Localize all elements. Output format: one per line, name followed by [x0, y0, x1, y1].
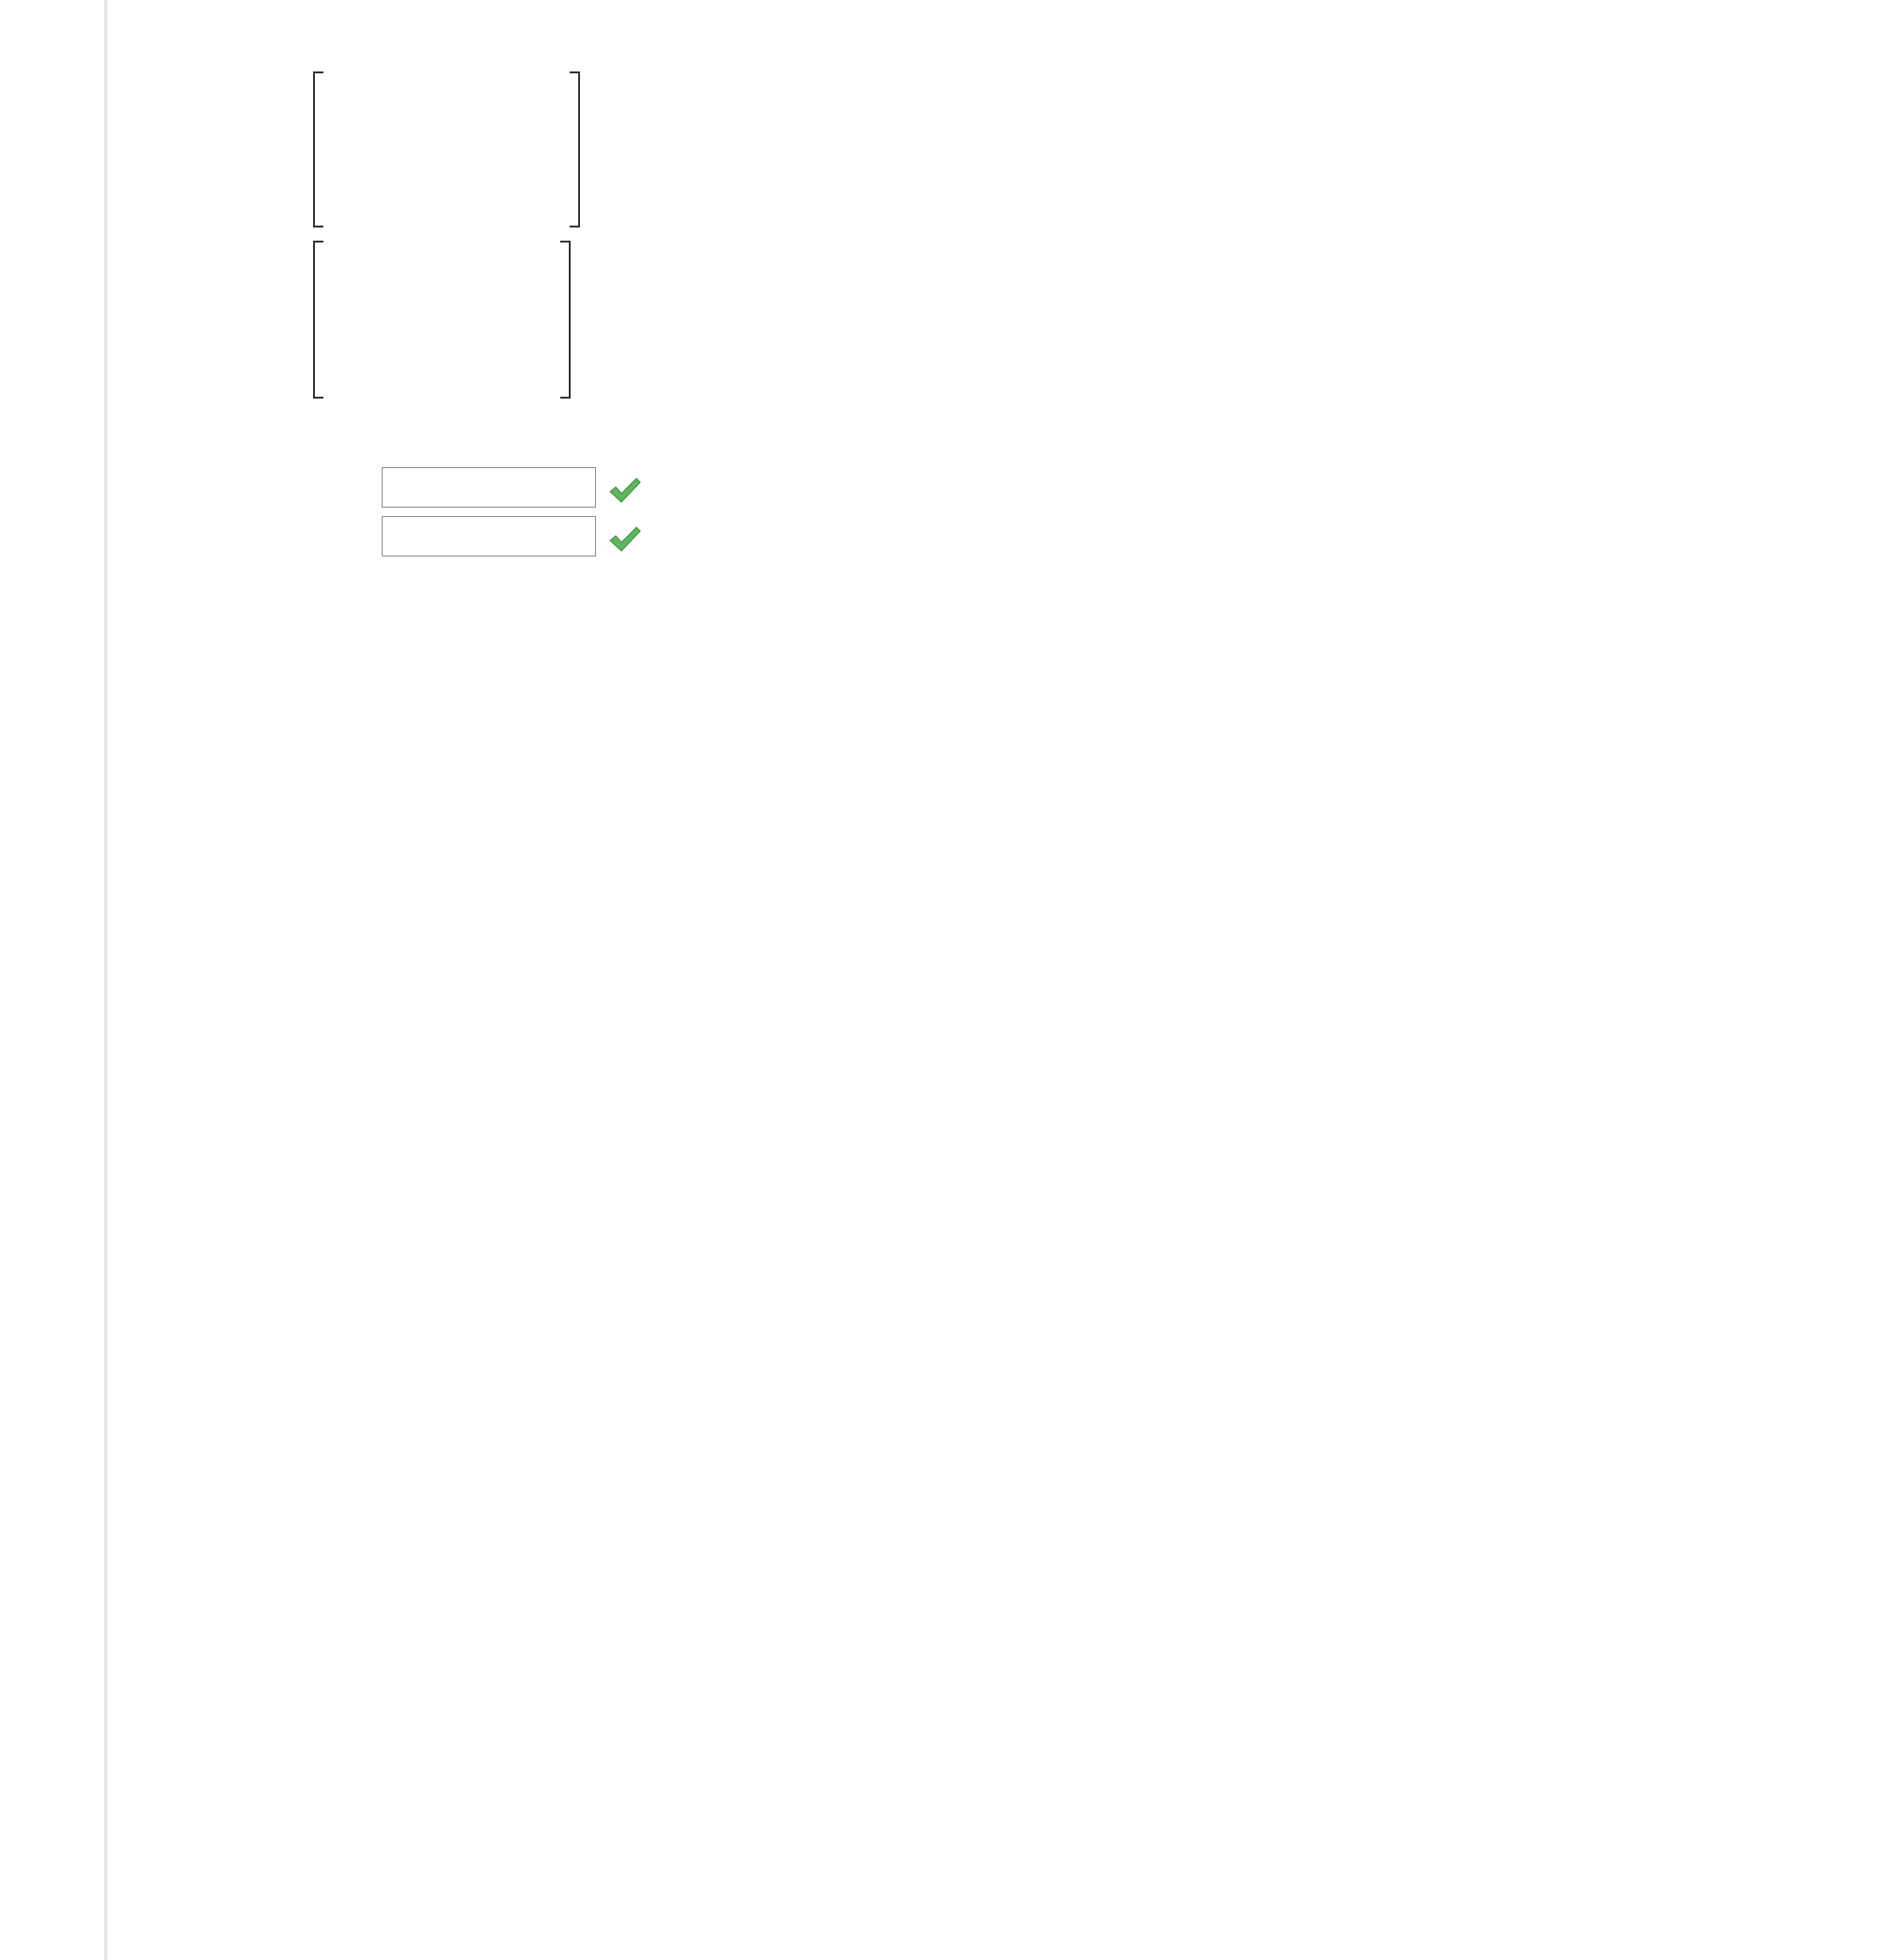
rank-correct-check-icon [608, 477, 642, 505]
nullity-correct-check-icon [608, 525, 642, 554]
matrix-a-left-bracket [313, 71, 323, 227]
rank-input[interactable] [382, 467, 596, 508]
matrix-b-left-bracket [313, 241, 323, 399]
matrix-b-right-bracket [560, 241, 571, 399]
nullity-input[interactable] [382, 516, 596, 557]
matrix-a-right-bracket [570, 71, 580, 227]
page-left-rule [104, 0, 107, 1960]
